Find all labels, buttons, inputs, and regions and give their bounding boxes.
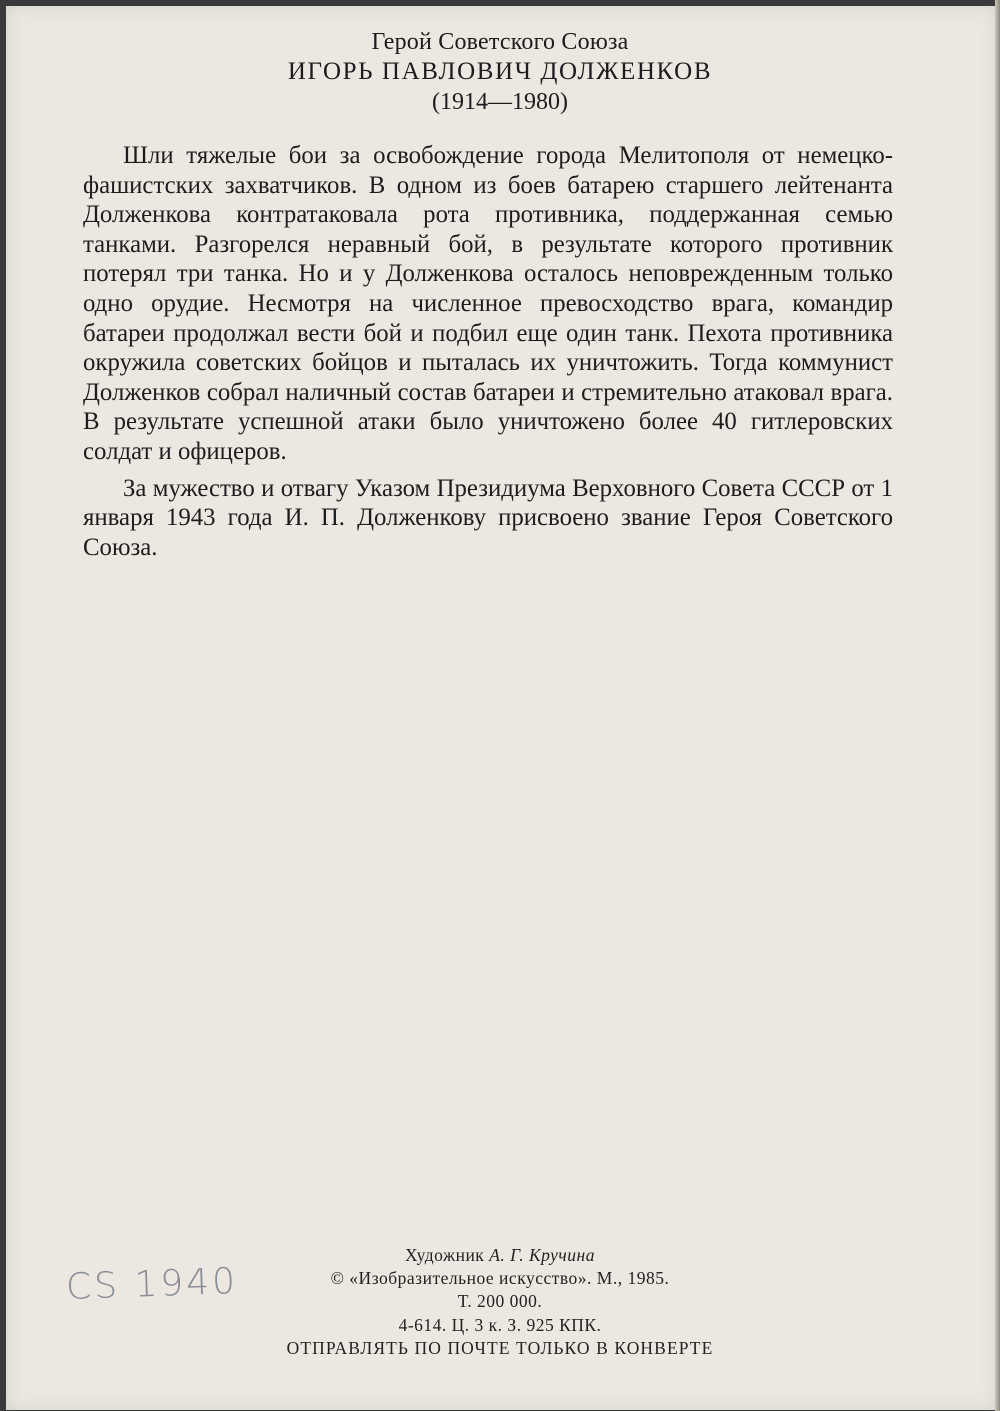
send-note: ОТПРАВЛЯТЬ ПО ПОЧТЕ ТОЛЬКО В КОНВЕРТЕ: [286, 1337, 714, 1358]
artist-line: [210, 1244, 790, 1267]
header: [0, 28, 1000, 117]
imprint: [210, 1244, 790, 1360]
print-run-line: Т. 200 000.: [457, 1291, 543, 1312]
biography-paragraph: Шли тяжелые бои за освобождение города Мелитополя от немецко-фашистских захватчиков. В одном из боев батарею старшего лейтенанта Долженкова контратаковала рота противника, поддержанная семью танками. Разгорелся неравный бой, в результате которого противник потерял три танка. Но и у Долженкова осталось неповрежденным только одно орудие. Несмотря на численное превосходство врага, командир батареи продолжал вести бой и подбил еще один танк. Пехота противника окружила советских бойцов и пыталась их уничтожить. Тогда коммунист Долженков собрал наличный состав батареи и стремительно атаковал врага. В результате успешной атаки было уничтожено более 40 гитлеровских солдат и офицеров.: [83, 142, 893, 465]
biography-paragraph: За мужество и отвагу Указом Президиума Верховного Совета СССР от 1 января 1943 года И. П. Долженкову присвоено звание Героя Советского Союза.: [83, 474, 893, 561]
header-subtitle: Герой Советского Союза: [371, 29, 629, 55]
biography-text: [83, 141, 893, 569]
handwritten-catalog-mark: CS 1940: [65, 1261, 239, 1308]
copyright-line: © «Изобразительное искусство». М., 1985.: [330, 1268, 670, 1289]
codes-line: 4-614. Ц. 3 к. З. 925 КПК.: [398, 1314, 602, 1335]
hero-name: ИГОРЬ ПАВЛОВИЧ ДОЛЖЕНКОВ: [287, 58, 713, 85]
artist-name: А. Г. Кручина: [489, 1245, 595, 1265]
hero-years: (1914—1980): [432, 89, 568, 115]
card-edge: [995, 0, 1000, 1411]
artist-label: Художник: [405, 1245, 485, 1265]
